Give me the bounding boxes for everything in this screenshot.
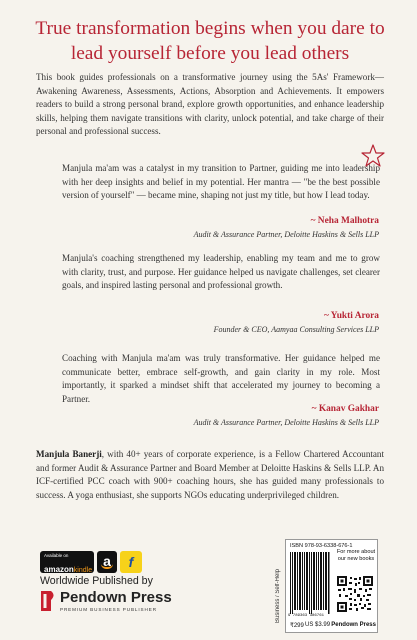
kindle-suffix-label: kindle	[73, 567, 93, 574]
flipkart-logo[interactable]: f	[120, 551, 142, 573]
author-bio	[36, 448, 384, 502]
price-publisher: Pendown Press	[331, 622, 376, 628]
testimonial-name: ~ Yukti Arora	[323, 311, 379, 321]
testimonial-name: ~ Kanav Gakhar	[311, 404, 379, 414]
isbn-digits: 9 789363 386761	[288, 614, 325, 618]
testimonial-quote: Manjula's coaching strengthened my leadership, enabling my team and me to grow with clarity, trust, and purpose. Her guidance helped us navigate challenges, set clearer goals, and inspired lasting personal and professional growth.	[62, 253, 380, 290]
publisher-name: Pendown Press	[60, 589, 172, 606]
amazon-kindle-logo[interactable]	[40, 551, 94, 573]
testimonial-role: Audit & Assurance Partner, Deloitte Haskins & Sells LLP	[193, 418, 379, 427]
know-more-label: For more about our new books	[336, 549, 376, 562]
author-bio-text: , with 40+ years of corporate experience, is a Fellow Chartered Accountant and former Audit & Assurance Partner and Board Member at Deloitte Haskins & Sells LLP. An ICF-certified PCC coach with 900+ coaching hours, she has guided many professionals to success. A yoga enthusiast, she supports NGOs educating underprivileged children.	[36, 449, 385, 500]
price-row	[290, 622, 376, 629]
publisher-tagline: PREMIUM BUSINESS PUBLISHER	[60, 607, 157, 612]
testimonial-quote: Manjula ma'am was a catalyst in my transition to Partner, guiding me into leadership with her deep insights and belief in my potential. Her mantra — "be the best possible version of yourself" — became mine, shaping not just my title, but how I lead today.	[62, 163, 380, 200]
price-usd: US $3.99	[305, 622, 331, 628]
testimonial-role: Audit & Assurance Partner, Deloitte Haskins & Sells LLP	[193, 230, 379, 239]
kindle-brand-label: amazon	[44, 565, 74, 574]
price-inr: ₹299	[290, 623, 304, 629]
intro-paragraph: This book guides professionals on a transformative journey using the 5As' Framework—Awakening Awareness, Assessments, Actions, Absorption and Achievements. It empowers readers to build a strong personal brand, explore growth opportunities, and enhance leadership skills, helping them navigate transitions with clarity, unlock potential, and take charge of their personal and professional success.	[36, 72, 384, 136]
testimonial-role: Founder & CEO, Aamyaa Consulting Services LLP	[213, 325, 379, 334]
worldwide-published-label: Worldwide Published by	[40, 575, 153, 587]
barcode-icon	[290, 552, 330, 614]
isbn-label: ISBN 978-93-6338-676-1	[290, 543, 353, 549]
pendown-logo-icon	[40, 590, 56, 612]
kindle-available-label: Available on	[44, 553, 69, 558]
category-label: Business / Self-Help	[275, 568, 281, 623]
qr-code-icon[interactable]	[337, 576, 373, 612]
testimonial-quote: Coaching with Manjula ma'am was truly transformative. Her guidance helped me communicate better, embrace self-growth, and gain clarity in my role. Most importantly, it sparked a mindset shift that accelerated my journey to becoming a Partner.	[62, 353, 380, 404]
barcode-block	[285, 539, 378, 633]
amazon-logo[interactable]: a	[97, 551, 117, 573]
testimonial-name: ~ Neha Malhotra	[310, 216, 379, 226]
author-name: Manjula Banerji	[36, 449, 102, 459]
headline: True transformation begins when you dare to lead yourself before you lead others	[35, 18, 385, 64]
